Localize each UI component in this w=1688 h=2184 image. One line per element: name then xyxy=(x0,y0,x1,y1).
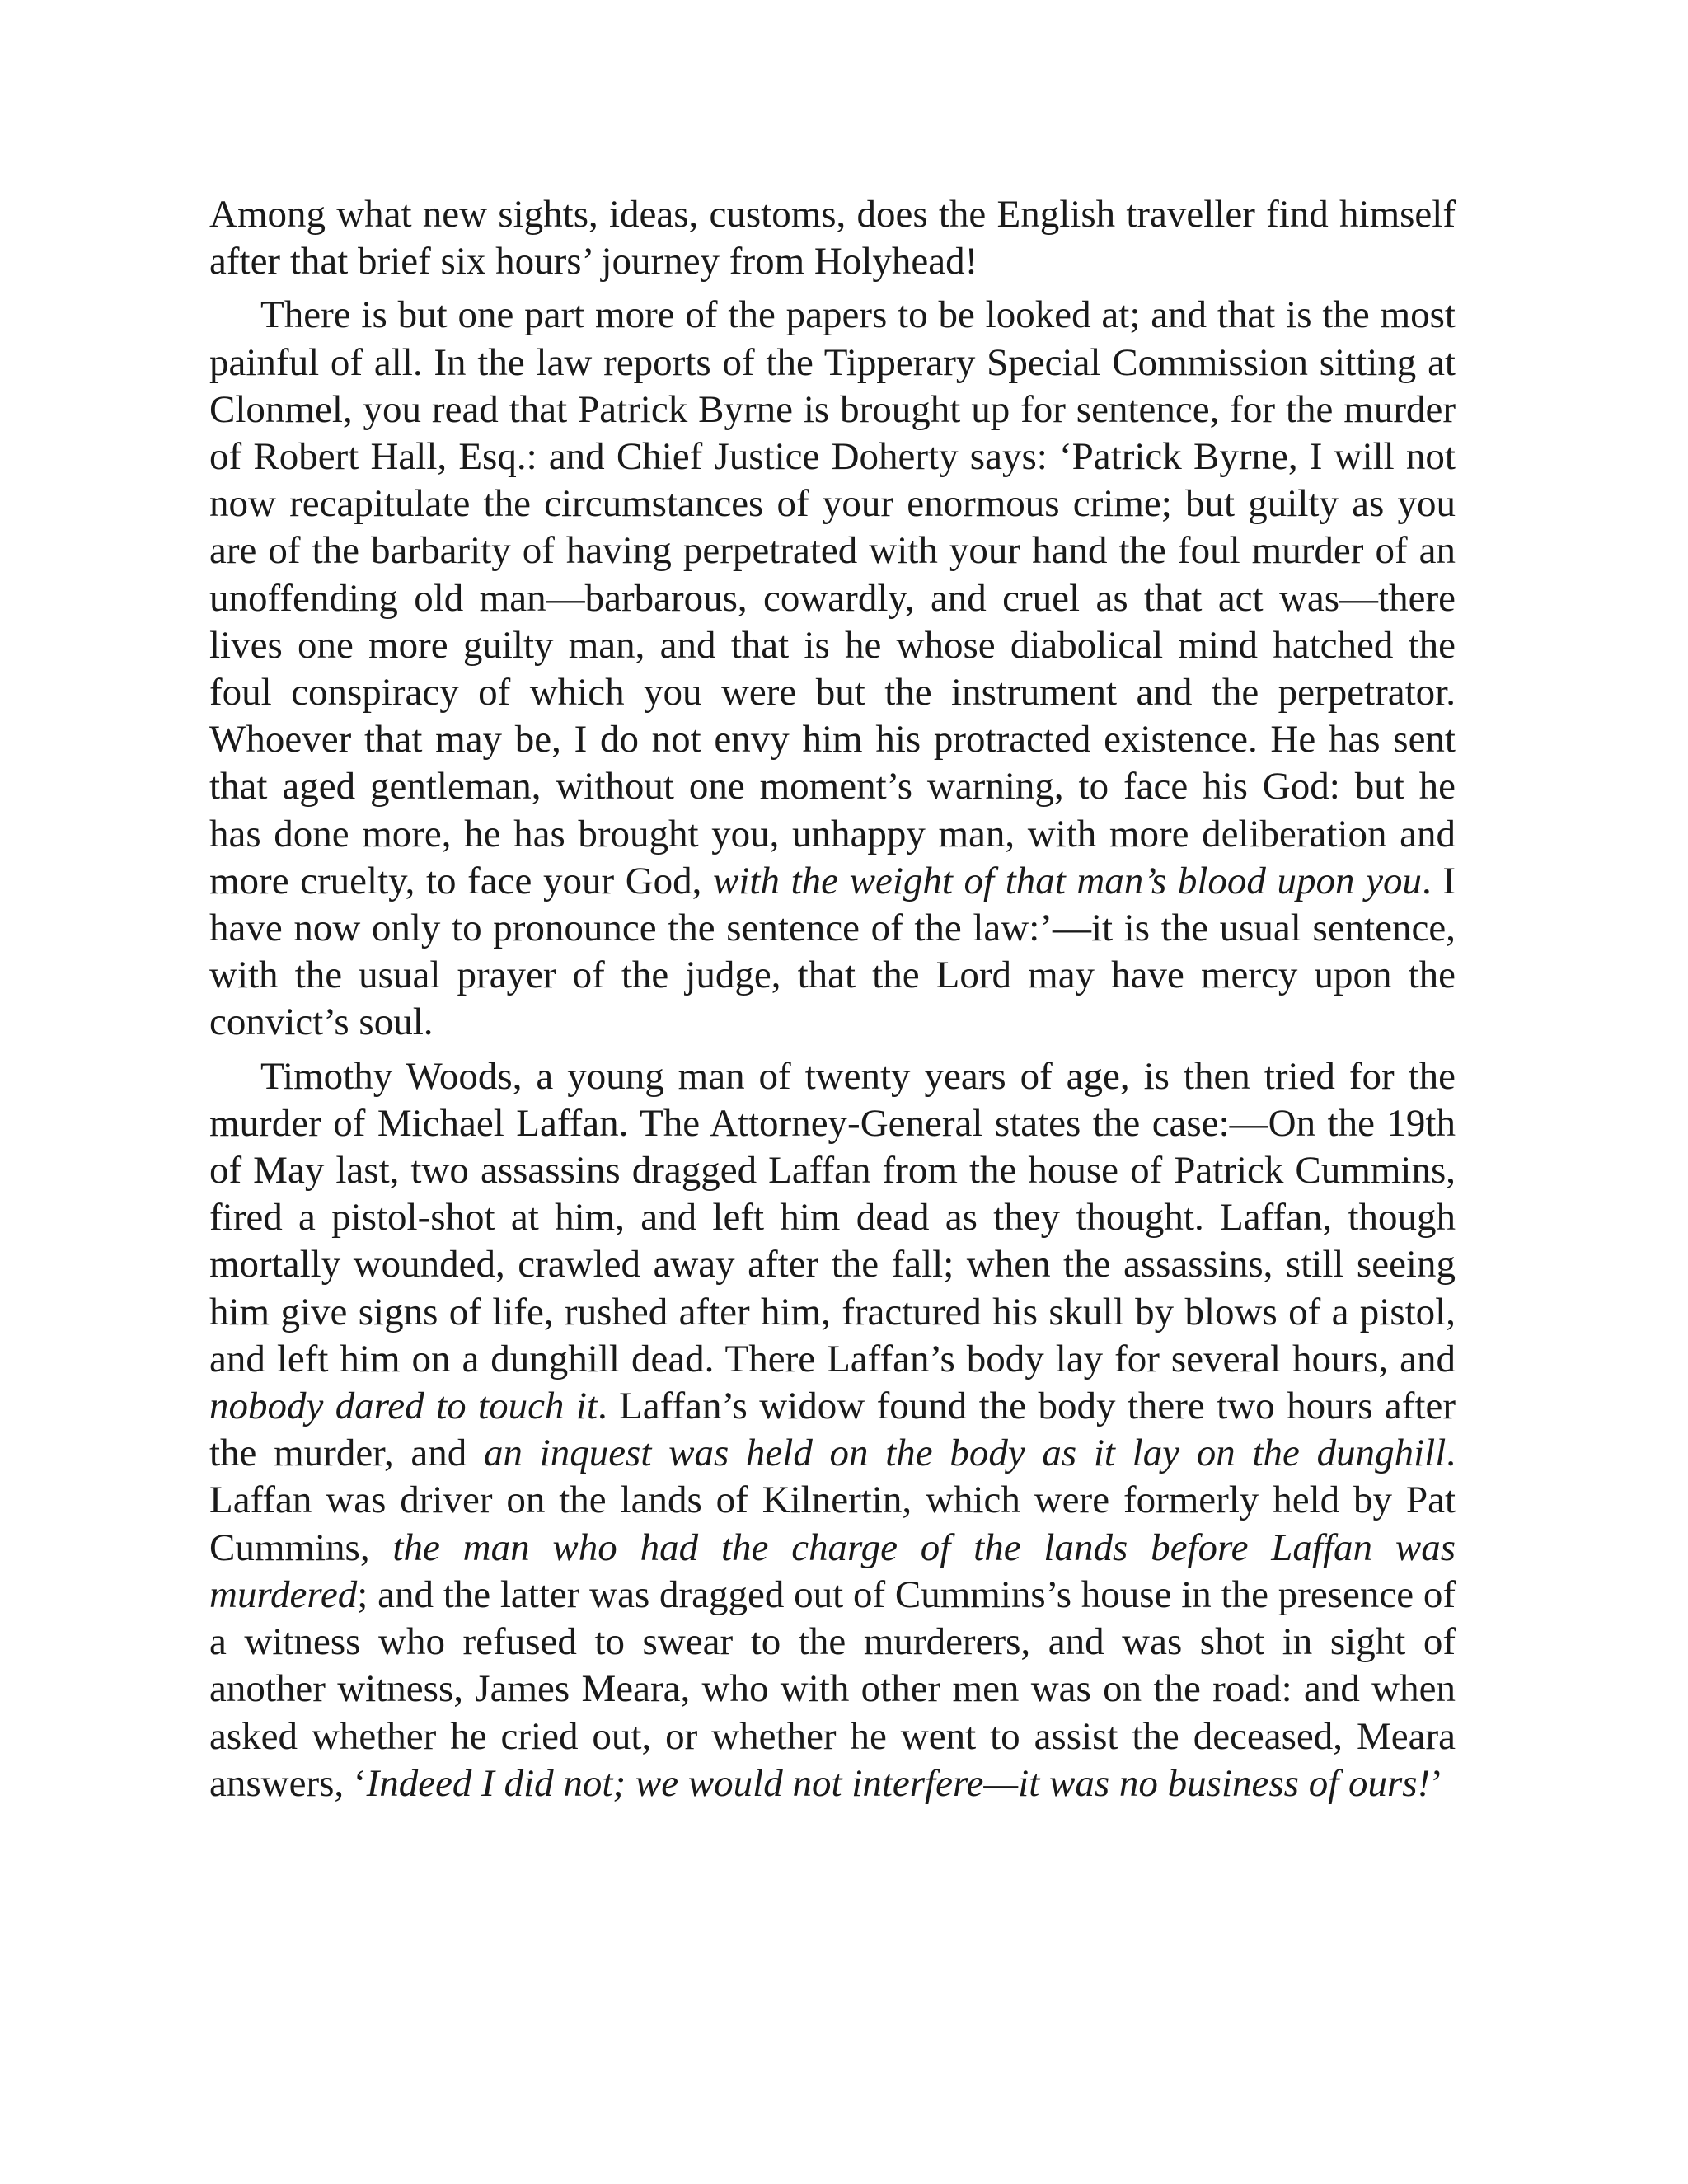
italic-segment: Indeed I did not; we would not interfere—it was no business of ours! xyxy=(366,1761,1431,1805)
italic-segment: with the weight of that man’s blood upon you xyxy=(713,859,1422,902)
text-segment: . Laffan was driver on the lands of Kilnertin, which were formerly held by Pat Cummins, xyxy=(209,1432,1456,1569)
text-segment: Timothy Woods, a young man of twenty years of age, is then tried for the murder of Michael Laffan. The Attorney-General states the case:—On the 19th of May last, two assassins dragged Laffan from the house of Patrick Cummins, fired a pistol-shot at him, and left him dead as they thought. Laffan, though mortally wounded, crawled away after the fall; when the assassins, still seeing him give signs of life, rushed after him, fractured his skull by blows of a pistol, and left him on a dunghill dead. There Laffan’s body lay for several hours, and xyxy=(209,1054,1456,1380)
text-segment: . I have now only to pronounce the sentence of the law:’—it is the usual sentence, with the usual prayer of the judge, that the Lord may have mercy upon the convict’s soul. xyxy=(209,859,1456,1044)
text-segment: ; and the latter was dragged out of Cummins’s house in the presence of a witness who refused to swear to the murderers, and was shot in sight of another witness, James Meara, who with other men was on the road: and when asked whether he cried out, or whether he went to assist the deceased, Meara answers, ‘ xyxy=(209,1572,1456,1805)
text-segment: There is but one part more of the papers to be looked at; and that is the most painful of all. In the law reports of the Tipperary Special Commission sitting at Clonmel, you read that Patrick Byrne is brought up for sentence, for the murder of Robert Hall, Esq.: and Chief Justice Doherty says: ‘Patrick Byrne, I will not now recapitulate the circumstances of your enormous crime; but guilty as you are of the barbarity of having perpetrated with your hand the foul murder of an unoffending old man—barbarous, cowardly, and cruel as that act was—there lives one more guilty man, and that is he whose diabolical mind hatched the foul conspiracy of which you were but the instrument and the perpetrator. Whoever that may be, I do not envy him his protracted existence. He has sent that aged gentleman, without one moment’s warning, to face his God: but he has done more, he has brought you, unhappy man, with more deliberation and more cruelty, to face your God, xyxy=(209,293,1456,902)
text-segment: . Laffan’s widow found the body there two hours after the murder, and xyxy=(209,1385,1456,1475)
paragraph-timothy-woods xyxy=(209,1053,1456,1807)
page-body xyxy=(209,191,1456,1807)
text-segment: Among what new sights, ideas, customs, does the English traveller find himself after that brief six hours’ journey from Holyhead! xyxy=(209,193,1456,284)
italic-segment: an inquest was held on the body as it lay on the dunghill xyxy=(483,1432,1447,1475)
paragraph-holyhead xyxy=(209,191,1456,285)
italic-segment: nobody dared to touch it xyxy=(209,1385,598,1428)
paragraph-patrick-byrne xyxy=(209,292,1456,1046)
text-segment: ’ xyxy=(1430,1761,1443,1805)
italic-segment: the man who had the charge of the lands before Laffan was murdered xyxy=(209,1526,1456,1616)
